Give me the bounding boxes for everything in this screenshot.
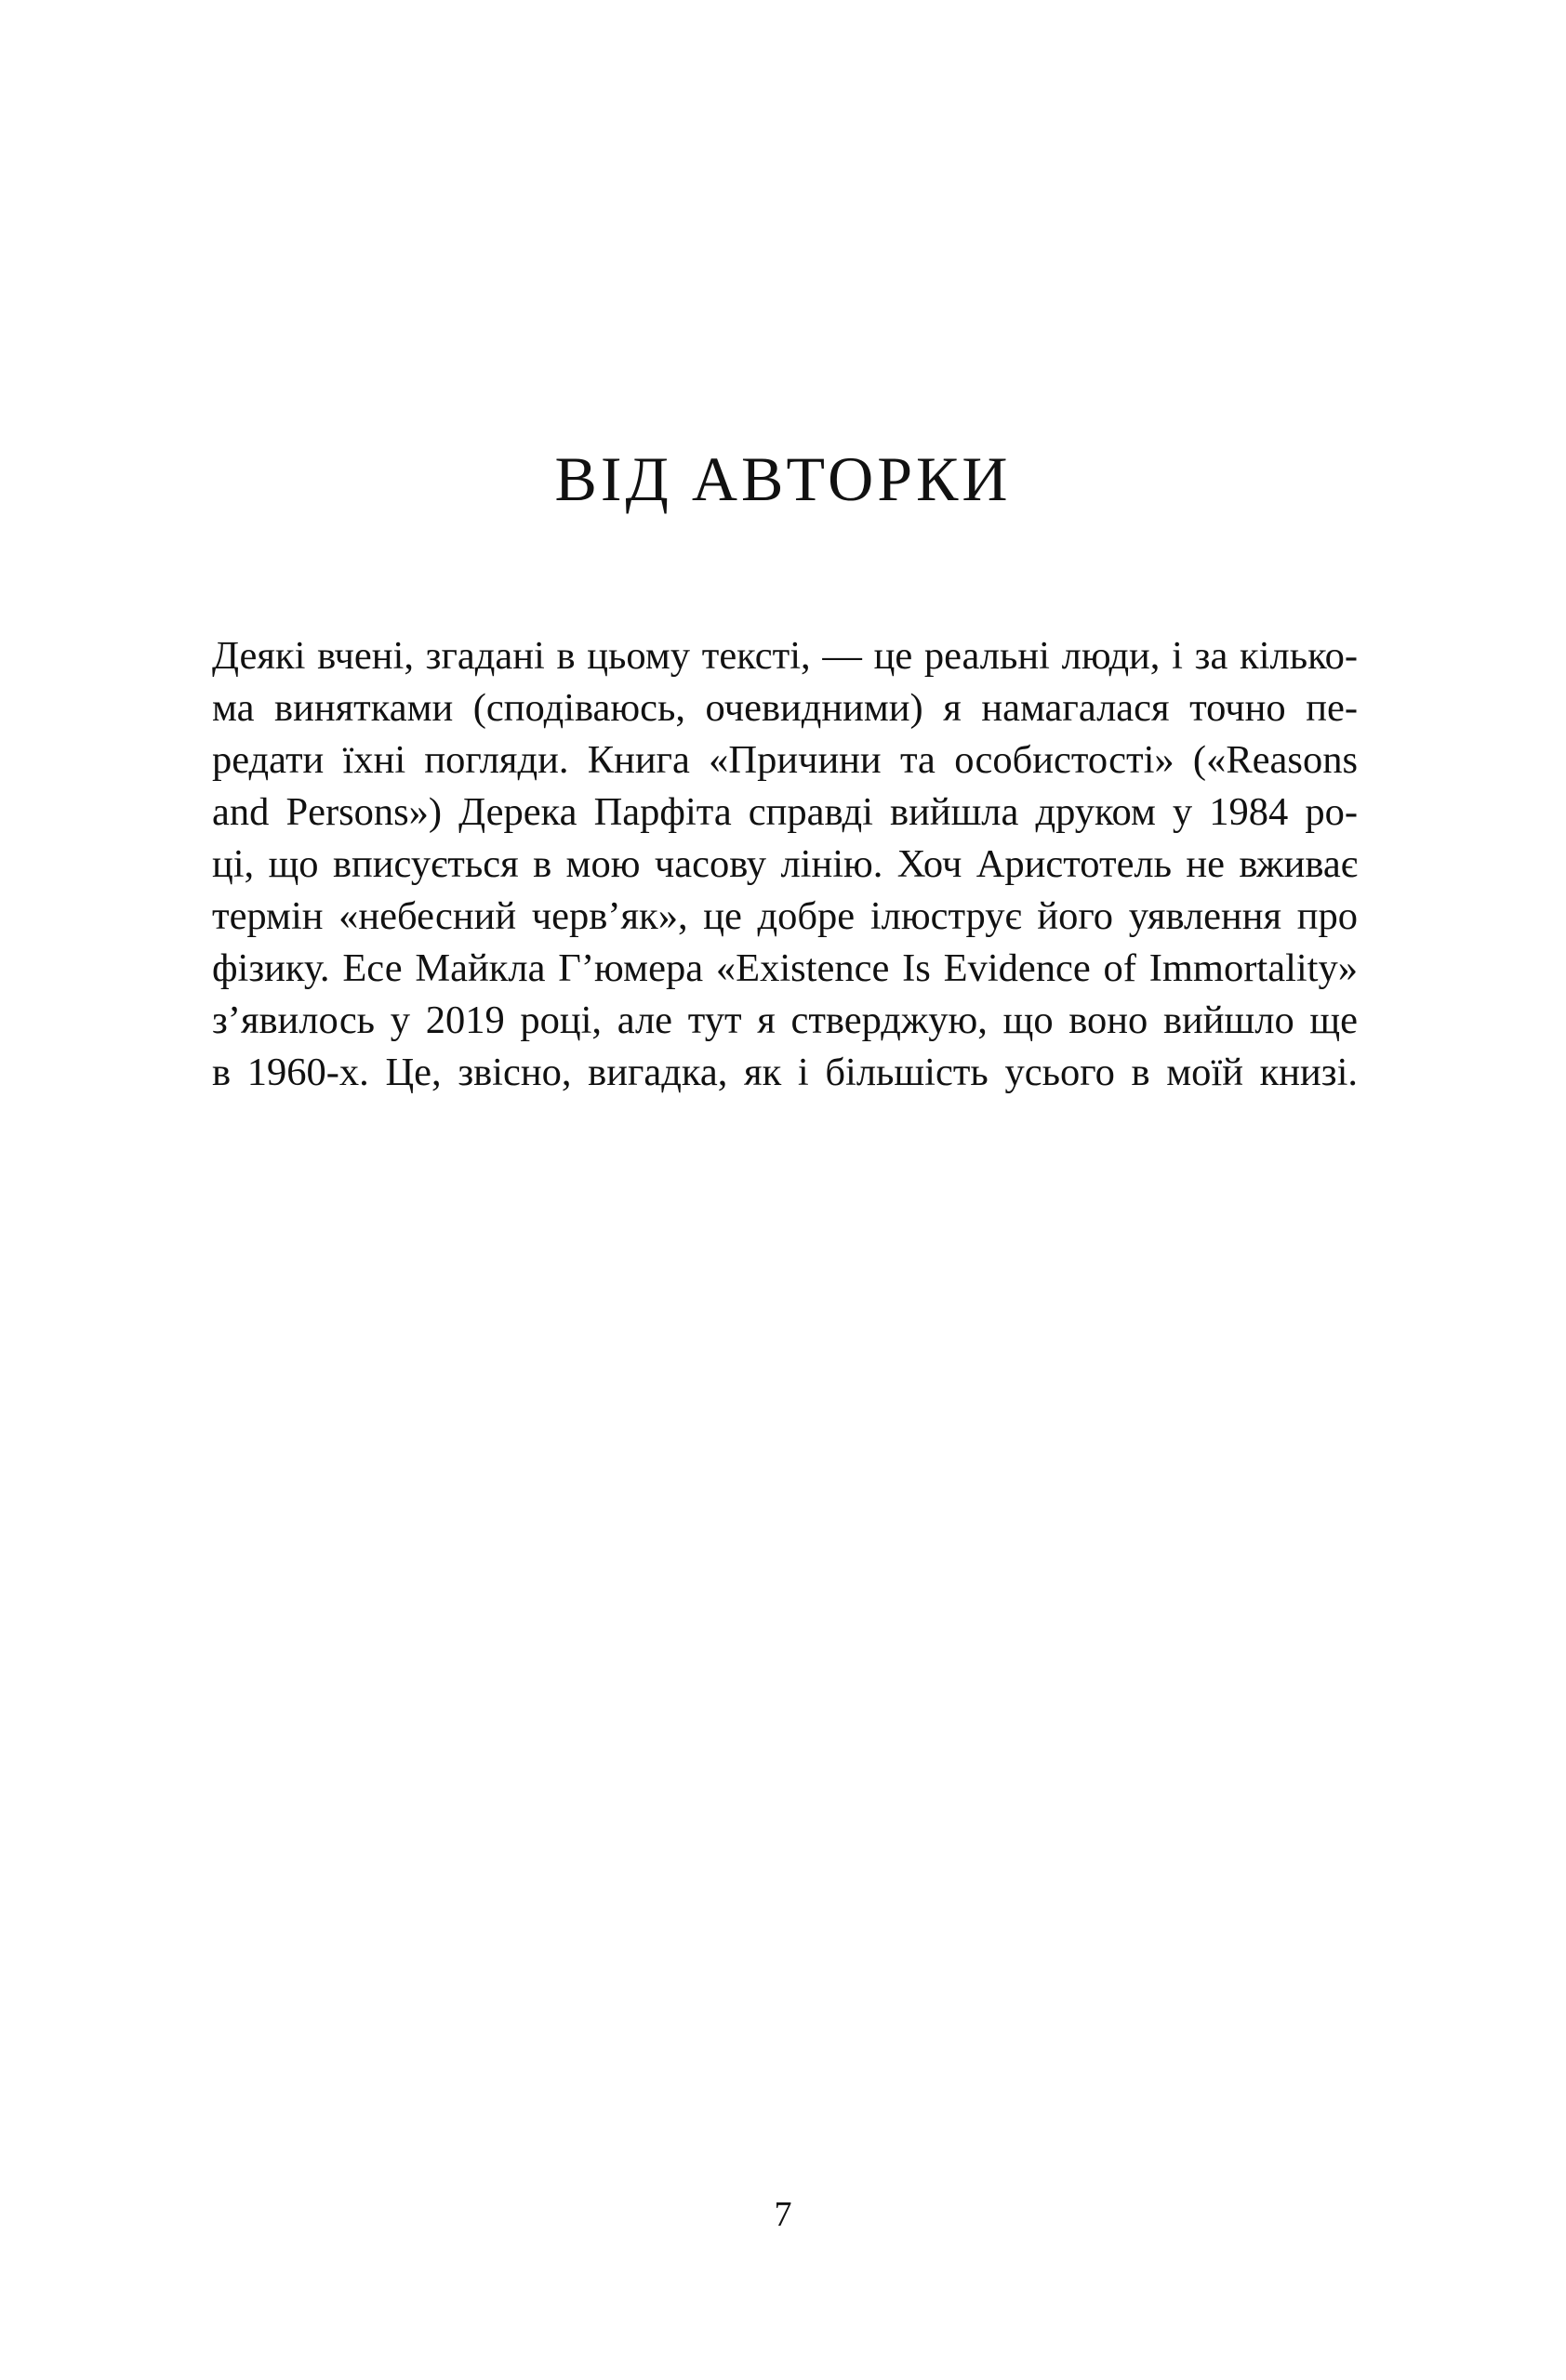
paragraph-line: and Persons») Дерека Парфіта справді вийшла друком у 1984 ро- <box>212 790 1358 834</box>
paragraph-line: термін «небесний черв’як», це добре ілюструє його уявлення про <box>212 894 1358 938</box>
paragraph-line: з’явилось у 2019 році, але тут я стверджую, що воно вийшло ще <box>212 998 1358 1042</box>
paragraph-line: ма винятками (сподіваюсь, очевидними) я намагалася точно пе- <box>212 686 1358 730</box>
body-paragraph <box>212 630 1358 1099</box>
paragraph-line: ці, що вписується в мою часову лінію. Хоч Аристотель не вживає <box>212 842 1358 886</box>
paragraph-line: Деякі вчені, згадані в цьому тексті, — це реальні люди, і за кілько- <box>212 634 1358 678</box>
paragraph-line: фізику. Есе Майкла Г’юмера «Existence Is Evidence of Immortality» <box>212 946 1358 990</box>
paragraph-line: в 1960-х. Це, звісно, вигадка, як і більшість усього в моїй книзі. <box>212 1051 1358 1094</box>
paragraph-line: редати їхні погляди. Книга «Причини та особистості» («Reasons <box>212 738 1358 782</box>
section-title: ВІД АВТОРКИ <box>554 443 1012 514</box>
page-number: 7 <box>774 2195 792 2234</box>
